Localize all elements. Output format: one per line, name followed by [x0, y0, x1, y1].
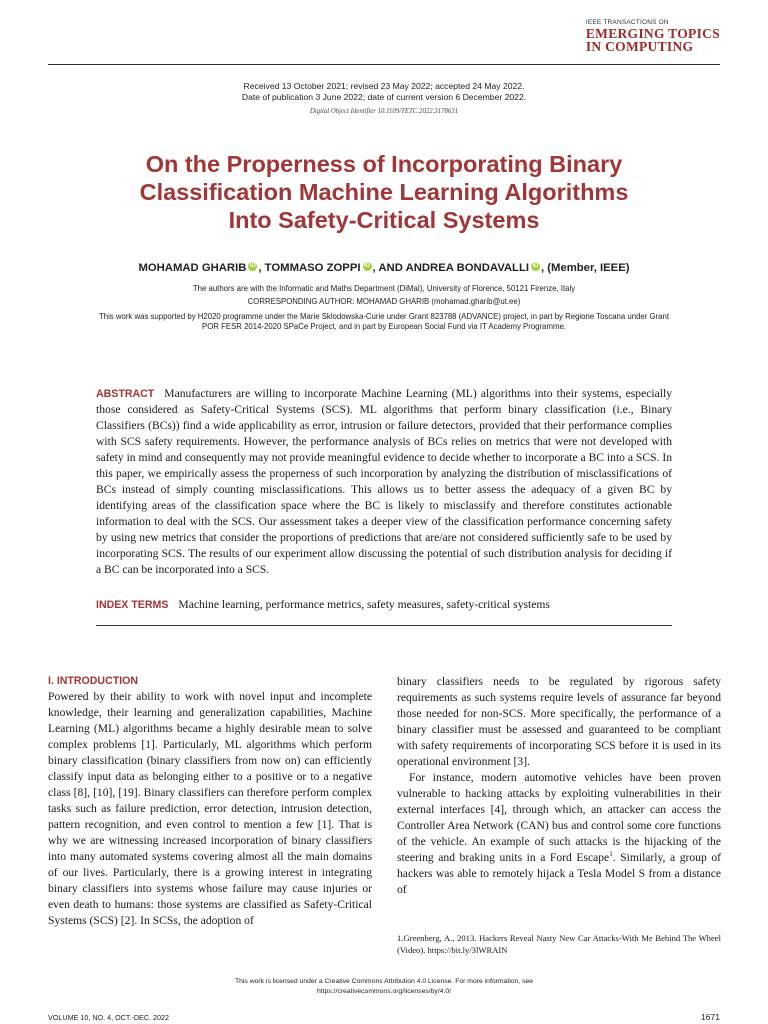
section-heading: I. INTRODUCTION — [48, 675, 139, 687]
intro-paragraph-2-text-b: . Similarly, a group of hackers was able to remotely hijack a Tesla Model S from a distance of — [397, 851, 721, 896]
affiliation — [0, 282, 768, 308]
license-note — [0, 977, 768, 997]
funding-note — [20, 312, 748, 332]
received-dates — [0, 81, 768, 103]
author-3: , AND ANDREA BONDAVALLI — [372, 262, 529, 274]
received-line-1: Received 13 October 2021; revised 23 May 2022; accepted 24 May 2022. — [243, 81, 525, 91]
paper-title — [60, 150, 708, 234]
abstract-text: Manufacturers are willing to incorporate Machine Learning (ML) algorithms into their systems, especially those considered as Safety-Critical Systems (SCS). ML algorithms that perform binary classification (i.e., Binary Classifiers (BCs)) find a wide applicability as error, intrusion or failure detectors, provided that their performance complies with SCS safety requirements. However, the performance analysis of BCs relies on metrics that were not developed with safety in mind and consequently may not provide meaningful evidence to decide whether to incorporate a BC into a SCS. In this paper, we empirically assess the properness of such incorporation by analyzing the distribution of misclassifications of BCs instead of simply counting misclassifications. This allows us to better assess the adequacy of a given BC by identifying areas of the classification space where the BC is likely to misclassify and therefore constitutes actionable information to deal with the SCS. Our assessment takes a deeper view of the classification performance concerning safety by using new metrics that consider the proportions of predictions that are/are not considered sufficiently safe to be used by incorporating SCS. The results of our experiment allow discussing the potential of such distribution analysis for deciding if a BC can be incorporated into a SCS. — [96, 387, 672, 576]
title-line-3: Into Safety-Critical Systems — [228, 207, 540, 233]
right-column — [397, 674, 721, 898]
author-1: MOHAMAD GHARIB — [138, 262, 247, 274]
left-column — [48, 674, 372, 929]
license-line-1: This work is licensed under a Creative Commons Attribution 4.0 License. For more information, see — [234, 978, 534, 985]
corresponding-author: CORRESPONDING AUTHOR: MOHAMAD GHARIB (mohamad.gharib@ut.ee) — [247, 297, 521, 306]
header-rule — [48, 64, 720, 65]
title-line-2: Classification Machine Learning Algorithms — [139, 179, 629, 205]
footnote: 1.Greenberg, A., 2013. Hackers Reveal Nasty New Car Attacks-With Me Behind The Wheel (Video). https://bit.ly/3lWRAIN — [397, 933, 721, 955]
orcid-icon[interactable]: iD — [532, 263, 539, 269]
author-membership: , (Member, IEEE) — [541, 262, 630, 274]
index-terms-label: INDEX TERMS — [96, 599, 169, 611]
funding-line-2: POR FESR 2014-2020 SPaCe Project, and in part by European Social Fund via IT Academy Programme. — [202, 322, 566, 331]
abstract — [96, 386, 672, 578]
intro-paragraph-2-text-a: For instance, modern automotive vehicles have been proven vulnerable to hacking attacks by exploiting vulnerabilities in their external interfaces [4], through which, an attacker can access the Controller Area Network (CAN) bus and control some core functions of the vehicle. An example of such attacks is the hijacking of the steering and braking units in a Ford Escape — [397, 771, 721, 864]
abstract-rule — [96, 625, 672, 626]
journal-logo-line1: EMERGING TOPICS — [585, 26, 720, 41]
orcid-icon[interactable]: iD — [249, 263, 256, 269]
funding-line-1: This work was supported by H2020 programme under the Marie Sklodowska-Curie under Grant 823788 (ADVANCE) project, in part by Regione Toscana under Grant — [98, 312, 670, 321]
orcid-icon[interactable]: iD — [364, 263, 371, 269]
index-terms — [96, 597, 672, 613]
journal-logo-small: IEEE TRANSACTIONS ON — [585, 19, 669, 26]
volume-info: VOLUME 10, NO. 4, OCT.-DEC. 2022 — [48, 1013, 170, 1022]
page-number: 1671 — [700, 1012, 720, 1022]
intro-paragraph-1: Powered by their ability to work with novel input and incomplete knowledge, their learning and generalization capabilities, Machine Learning (ML) algorithms became a highly desirable mean to solve complex problems [1]. Particularly, ML algorithms which perform binary classification (binary classifiers from now on) can efficiently classify input data as belonging either to a positive or to a negative class [8], [10], [19]. Binary classifiers can therefore perform complex tasks such as failure prediction, error detection, intrusion detection, pattern recognition, and even control to mention a few [1]. That is why we are witnessing increased incorporation of binary classifiers into many automated systems covering almost all the main domains of our lives. Particularly, there is a growing interest in integrating binary classifiers into systems whose failure may cause injuries or even death to humans: those systems are classified as Safety-Critical Systems (SCS) [2]. In SCSs, the adoption of — [48, 690, 372, 927]
footnote-ref[interactable]: 1 — [609, 850, 613, 859]
received-line-2: Date of publication 3 June 2022; date of current version 6 December 2022. — [241, 92, 527, 102]
abstract-label: ABSTRACT — [96, 388, 155, 400]
author-list — [0, 262, 768, 274]
license-link[interactable]: https://creativecommons.org/licenses/by/4.0/ — [316, 988, 452, 995]
affiliation-line: The authors are with the Informatic and Maths Department (DiMaI), University of Florence, 50121 Firenze, Italy — [192, 284, 576, 293]
doi[interactable]: Digital Object Identifier 10.1109/TETC.2022.3178631 — [309, 108, 459, 115]
journal-logo — [586, 19, 720, 53]
index-terms-text: Machine learning, performance metrics, safety measures, safety-critical systems — [178, 598, 550, 611]
intro-paragraph-2 — [397, 770, 721, 898]
journal-logo-line2: IN COMPUTING — [585, 39, 694, 54]
intro-paragraph-1-cont: binary classifiers needs to be regulated by rigorous safety requirements as such systems require levels of assurance far beyond those needed for non-SCS. More specifically, the performance of a binary classifier must be assessed and guaranteed to be compliant with safety requirements of incorporating SCS before it is used in its operational environment [3]. — [397, 675, 721, 768]
author-2: , TOMMASO ZOPPI — [258, 262, 361, 274]
title-line-1: On the Properness of Incorporating Binary — [145, 151, 623, 177]
